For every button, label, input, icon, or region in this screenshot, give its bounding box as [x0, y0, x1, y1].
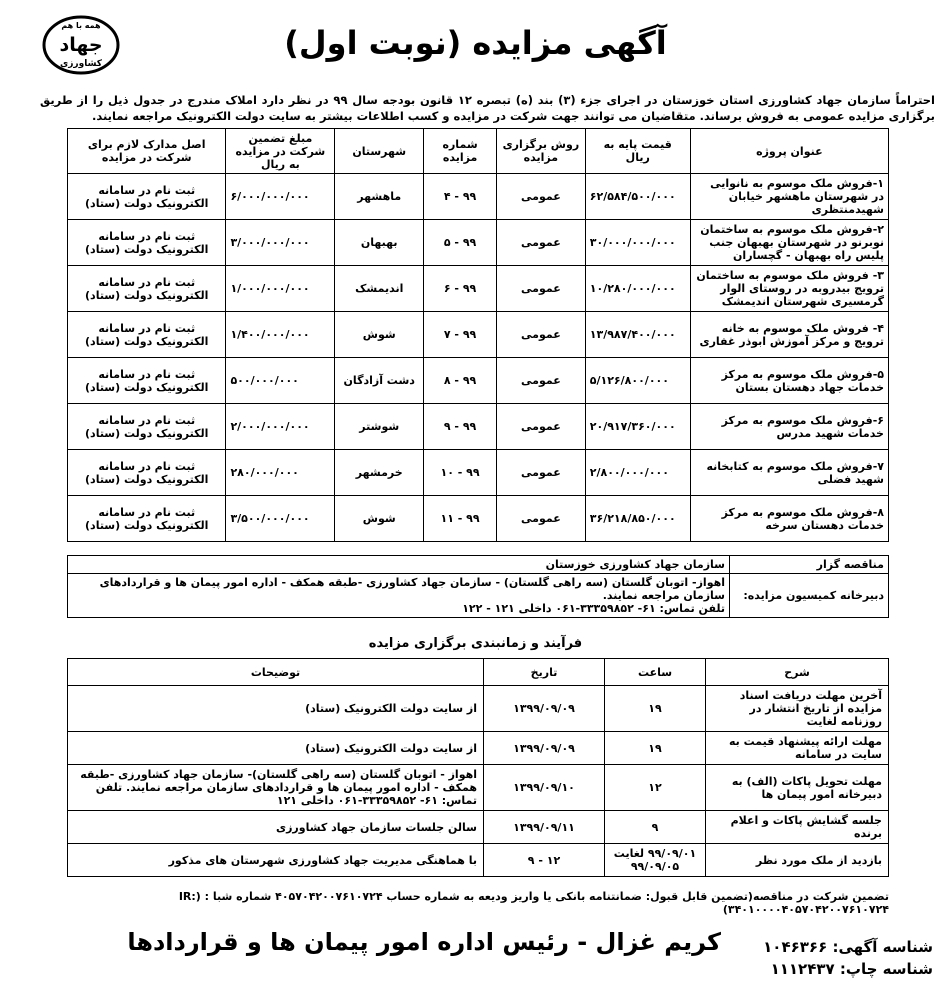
cell-docs: ثبت نام در سامانه الکترونیک دولت (ستاد): [68, 450, 226, 496]
cell-city: شوشتر: [335, 404, 424, 450]
organization-table: [67, 555, 889, 618]
process-table: [67, 658, 889, 877]
header-number: شماره مزایده: [424, 129, 497, 174]
process-cell-desc: جلسه گشایش پاکات و اعلام برنده: [706, 811, 889, 844]
process-row: [68, 844, 889, 877]
cell-number: ۵ - ۹۹: [424, 220, 497, 266]
secretariat-label: دبیرخانه کمیسیون مزایده:: [730, 574, 889, 618]
cell-number: ۷ - ۹۹: [424, 312, 497, 358]
cell-number: ۴ - ۹۹: [424, 174, 497, 220]
ad-id-value: ۱۰۴۶۳۶۶: [763, 938, 828, 956]
cell-price: ۵/۱۲۶/۸۰۰/۰۰۰: [585, 358, 690, 404]
cell-title: ۷-فروش ملک موسوم به کتابخانه شهید فضلی: [690, 450, 888, 496]
cell-deposit: ۲۸۰/۰۰۰/۰۰۰: [226, 450, 335, 496]
cell-deposit: ۱/۰۰۰/۰۰۰/۰۰۰: [226, 266, 335, 312]
cell-price: ۳۶/۲۱۸/۸۵۰/۰۰۰: [585, 496, 690, 542]
page-title: آگهی مزایده (نوبت اول): [284, 24, 667, 62]
cell-title: ۵-فروش ملک موسوم به مرکز خدمات جهاد دهستان بستان: [690, 358, 888, 404]
process-cell-note: اهواز - اتوبان گلستان (سه راهی گلستان)- سازمان جهاد کشاورزی -طبقه همکف - اداره امور پیمان ها و قراردادهای سازمان مراجعه نمایند. تلفن تماس: ۶۱- ۳۳۳۵۹۸۵۲-۰۶۱ داخلی ۱۲۱: [68, 765, 484, 811]
process-cell-desc: مهلت ارائه پیشنهاد قیمت به سایت در سامانه: [706, 732, 889, 765]
cell-title: ۸-فروش ملک موسوم به مرکز خدمات دهستان سرخه: [690, 496, 888, 542]
svg-text:جهاد: جهاد: [59, 34, 103, 56]
header-city: شهرستان: [335, 129, 424, 174]
ad-id-label: شناسه آگهی:: [832, 938, 933, 956]
intro-paragraph: احتراماً سازمان جهاد کشاورزی استان خوزستان در اجرای جزء (۳) بند (ه) تبصره ۱۲ قانون بودجه سال ۹۹ در نظر دارد املاک مندرج در جدول ذیل را از طریق برگزاری مزایده عمومی به فروش برساند. متقاضیان می توانند جهت شرکت در مزایده و کسب اطلاعات بیشتر به سایت دولت الکترونیک مراجعه نمایند.: [40, 93, 935, 123]
header-deposit: مبلغ تضمین شرکت در مزایده به ریال: [226, 129, 335, 174]
header-title: عنوان پروژه: [690, 129, 888, 174]
header-price: قیمت پایه به ریال: [585, 129, 690, 174]
table-row: [68, 220, 889, 266]
cell-number: ۱۰ - ۹۹: [424, 450, 497, 496]
process-cell-time: ۱۹: [605, 732, 706, 765]
process-header-note: توضیحات: [68, 659, 484, 686]
cell-docs: ثبت نام در سامانه الکترونیک دولت (ستاد): [68, 496, 226, 542]
cell-price: ۶۲/۵۸۴/۵۰۰/۰۰۰: [585, 174, 690, 220]
cell-docs: ثبت نام در سامانه الکترونیک دولت (ستاد): [68, 358, 226, 404]
process-row: [68, 765, 889, 811]
cell-city: بهبهان: [335, 220, 424, 266]
cell-deposit: ۱/۴۰۰/۰۰۰/۰۰۰: [226, 312, 335, 358]
notice-ids: [763, 936, 933, 980]
cell-title: ۱-فروش ملک موسوم به نانوایی در شهرستان ماهشهر خیابان شهیدمنتظری: [690, 174, 888, 220]
cell-city: اندیمشک: [335, 266, 424, 312]
process-cell-desc: آخرین مهلت دریافت اسناد مزایده از تاریخ انتشار در روزنامه لغایت: [706, 686, 889, 732]
process-header-time: ساعت: [605, 659, 706, 686]
process-cell-desc: بازدید از ملک مورد نظر: [706, 844, 889, 877]
table-row: [68, 358, 889, 404]
cell-deposit: ۳/۵۰۰/۰۰۰/۰۰۰: [226, 496, 335, 542]
process-cell-date: ۱۳۹۹/۰۹/۱۰: [484, 765, 605, 811]
cell-price: ۱۰/۲۸۰/۰۰۰/۰۰۰: [585, 266, 690, 312]
process-cell-note: از سایت دولت الکترونیک (ستاد): [68, 732, 484, 765]
header-method: روش برگزاری مزایده: [496, 129, 585, 174]
process-title: فرآیند و زمانبندی برگزاری مزایده: [368, 636, 583, 651]
table-row: [68, 312, 889, 358]
cell-price: ۲۰/۹۱۷/۳۶۰/۰۰۰: [585, 404, 690, 450]
print-id-value: ۱۱۱۲۴۳۷: [770, 960, 835, 978]
cell-title: ۲-فروش ملک موسوم به ساختمان نوبرنو در شهرستان بهبهان جنب پلیس راه بهبهان - گچساران: [690, 220, 888, 266]
process-cell-date: ۱۳۹۹/۰۹/۰۹: [484, 686, 605, 732]
cell-number: ۱۱ - ۹۹: [424, 496, 497, 542]
org-row-auctioneer: [68, 556, 889, 574]
guarantee-text: تضمین شرکت در مناقصه(تضمین قابل قبول: ضمانتنامه بانکی یا واریز ودیعه به شماره حساب ۴۰۵۷۰۴۲۰۰۷۶۱۰۷۲۴ شماره شبا : (IR: ۳۴۰۱۰۰۰۰۴۰۵۷۰۴۲۰۰۷۶۱۰۷۲۴): [178, 890, 889, 916]
process-cell-date: ۱۳۹۹/۰۹/۰۹: [484, 732, 605, 765]
cell-method: عمومی: [496, 450, 585, 496]
secretariat-address: اهواز- اتوبان گلستان (سه راهی گلستان) - سازمان جهاد کشاورزی -طبقه همکف - اداره امور پیمان ها و قراردادهای سازمان مراجعه نمایند.: [99, 576, 725, 602]
print-id-label: شناسه چاپ:: [839, 960, 933, 978]
cell-number: ۶ - ۹۹: [424, 266, 497, 312]
cell-method: عمومی: [496, 220, 585, 266]
cell-docs: ثبت نام در سامانه الکترونیک دولت (ستاد): [68, 220, 226, 266]
process-cell-note: از سایت دولت الکترونیک (ستاد): [68, 686, 484, 732]
secretariat-phone: تلفن تماس: ۶۱- ۳۳۳۵۹۸۵۲-۰۶۱ داخلی ۱۲۱ - ۱۲۲: [462, 602, 725, 615]
process-cell-time: ۱۲: [605, 765, 706, 811]
cell-deposit: ۳/۰۰۰/۰۰۰/۰۰۰: [226, 220, 335, 266]
auctioneer-label: مناقصه گزار: [730, 556, 889, 574]
cell-method: عمومی: [496, 496, 585, 542]
cell-city: ماهشهر: [335, 174, 424, 220]
cell-title: ۶-فروش ملک موسوم به مرکز خدمات شهید مدرس: [690, 404, 888, 450]
process-cell-time: ۱۹: [605, 686, 706, 732]
cell-method: عمومی: [496, 266, 585, 312]
cell-docs: ثبت نام در سامانه الکترونیک دولت (ستاد): [68, 174, 226, 220]
process-row: [68, 732, 889, 765]
auction-table-header: [68, 129, 889, 174]
cell-price: ۱۳/۹۸۷/۴۰۰/۰۰۰: [585, 312, 690, 358]
process-cell-time: ۹۹/۰۹/۰۱ لغایت ۹۹/۰۹/۰۵: [605, 844, 706, 877]
process-cell-time: ۹: [605, 811, 706, 844]
cell-city: دشت آزادگان: [335, 358, 424, 404]
cell-method: عمومی: [496, 358, 585, 404]
print-id-row: [763, 958, 933, 980]
process-header-desc: شرح: [706, 659, 889, 686]
cell-number: ۹ - ۹۹: [424, 404, 497, 450]
cell-deposit: ۵۰۰/۰۰۰/۰۰۰: [226, 358, 335, 404]
org-row-secretariat: [68, 574, 889, 618]
cell-method: عمومی: [496, 404, 585, 450]
cell-deposit: ۲/۰۰۰/۰۰۰/۰۰۰: [226, 404, 335, 450]
process-row: [68, 686, 889, 732]
table-row: [68, 450, 889, 496]
cell-title: ۴- فروش ملک موسوم به خانه ترویج و مرکز آموزش ابوذر غفاری: [690, 312, 888, 358]
table-row: [68, 266, 889, 312]
cell-method: عمومی: [496, 174, 585, 220]
process-cell-date: ۱۲ - ۹: [484, 844, 605, 877]
table-row: [68, 496, 889, 542]
process-table-header: [68, 659, 889, 686]
secretariat-cell: [68, 574, 730, 618]
signer-name: کریم غزال - رئیس اداره امور پیمان ها و قراردادها: [127, 928, 721, 956]
process-cell-desc: مهلت تحویل پاکات (الف) به دبیرخانه امور پیمان ها: [706, 765, 889, 811]
cell-city: خرمشهر: [335, 450, 424, 496]
cell-price: ۳۰/۰۰۰/۰۰۰/۰۰۰: [585, 220, 690, 266]
cell-number: ۸ - ۹۹: [424, 358, 497, 404]
process-cell-note: سالن جلسات سازمان جهاد کشاورزی: [68, 811, 484, 844]
process-header-date: تاریخ: [484, 659, 605, 686]
ad-id-row: [763, 936, 933, 958]
table-row: [68, 174, 889, 220]
cell-docs: ثبت نام در سامانه الکترونیک دولت (ستاد): [68, 312, 226, 358]
cell-city: شوش: [335, 312, 424, 358]
header-docs: اصل مدارک لازم برای شرکت در مزایده: [68, 129, 226, 174]
table-row: [68, 404, 889, 450]
cell-city: شوش: [335, 496, 424, 542]
cell-docs: ثبت نام در سامانه الکترونیک دولت (ستاد): [68, 266, 226, 312]
cell-title: ۳- فروش ملک موسوم به ساختمان ترویج بیدروبه در روستای الوار گرمسیری شهرستان اندیمشک: [690, 266, 888, 312]
process-row: [68, 811, 889, 844]
cell-deposit: ۶/۰۰۰/۰۰۰/۰۰۰: [226, 174, 335, 220]
process-cell-date: ۱۳۹۹/۰۹/۱۱: [484, 811, 605, 844]
cell-price: ۲/۸۰۰/۰۰۰/۰۰۰: [585, 450, 690, 496]
auction-table: [67, 128, 889, 542]
cell-method: عمومی: [496, 312, 585, 358]
process-cell-note: با هماهنگی مدیریت جهاد کشاورزی شهرستان های مذکور: [68, 844, 484, 877]
svg-text:کشاورزی: کشاورزی: [60, 59, 102, 69]
svg-text:همه با هم: همه با هم: [61, 21, 101, 30]
auctioneer-value: سازمان جهاد کشاورزی خوزستان: [68, 556, 730, 574]
cell-docs: ثبت نام در سامانه الکترونیک دولت (ستاد): [68, 404, 226, 450]
